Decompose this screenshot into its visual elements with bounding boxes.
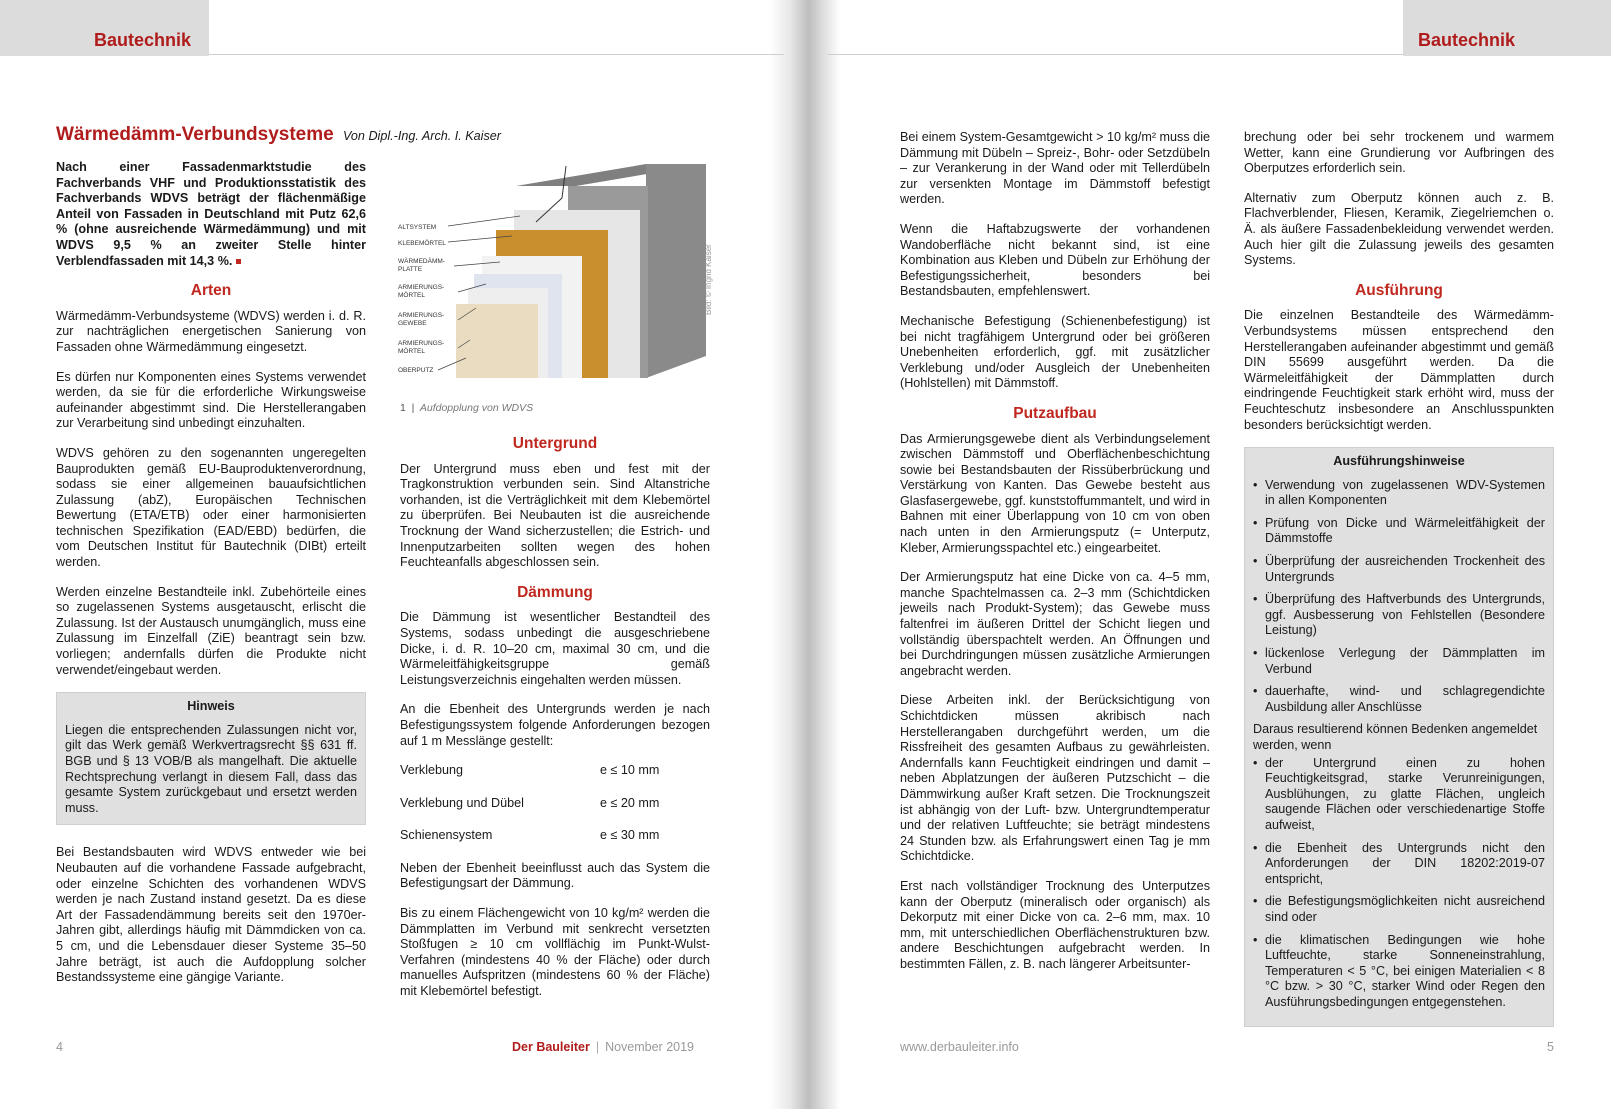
layer-label: GEWEBE	[398, 320, 427, 327]
issue-date: November 2019	[605, 1040, 695, 1054]
paragraph: Bei einem System-Gesamtgewicht > 10 kg/m² muss die Dämmung mit Dübeln – Spreiz-, Bohr- oder Setzdübeln – zur Verankerung in der Wand oder mit Tellerdübeln zur versenkten Montage im Dämmstoff befestigt werden.	[900, 130, 1210, 207]
list-item: • dauerhafte, wind- und schlagregendichte Ausbildung aller Anschlüsse	[1253, 684, 1545, 715]
concerns-list	[1253, 756, 1545, 1011]
concerns-intro: Daraus resultierend können Bedenken angemeldet werden, wenn	[1253, 722, 1538, 752]
image-credit: Bild: © Ingrid Kaiser	[704, 244, 713, 315]
article-title-line	[56, 124, 501, 146]
paragraph: Der Armierungsputz hat eine Dicke von ca. 4–5 mm, manche Spachtelmassen ca. 2–3 mm (Schichtdicken jeweils nach Produkt-System); das Gewebe muss faltenfrei im äußeren Drittel der Schicht liegen und vollständig überspachtelt werden. An Öffnungen und bei Durchdringungen müssen zusätzliche Armierungen angebracht werden.	[900, 570, 1210, 678]
layer-label: MÖRTEL	[398, 292, 425, 299]
layer-label: MÖRTEL	[398, 348, 425, 355]
layer-label: ARMIERUNGS-	[398, 312, 445, 319]
heading-arten: Arten	[190, 282, 232, 300]
heading-ausfuehrung: Ausführung	[1355, 281, 1443, 299]
list-item: • der Untergrund einen zu hohen Feuchtigkeitsgrad, starke Verunreinigungen, Ausblühungen, zu glatte Flächen, ungleich saugende Flächen oder verschiedenartige Stoffe aufweist,	[1253, 756, 1545, 834]
paragraph: Die Dämmung ist wesentlicher Bestandteil des Systems, sodass unbedingt die ausgeschriebene Dicke, i. d. R. 10–20 cm, maximal 30 cm, und die Wärmeleitfähigkeitsgruppe gemäß Leistungsverzeichnis eingehalten werden müssen.	[400, 610, 710, 687]
layer-label: ARMIERUNGS-	[398, 284, 445, 291]
column-2	[400, 434, 710, 1014]
left-section-label: Bautechnik	[94, 30, 192, 50]
layer-label: OBERPUTZ	[398, 367, 434, 374]
footer-separator: |	[595, 1040, 600, 1054]
execution-notes-box	[1244, 447, 1554, 1026]
paragraph: Erst nach vollständiger Trocknung des Unterputzes kann der Oberputz (mineralisch oder organisch) als Dekorputz mit einer Dicke von ca. 2–6 mm, max. 10 mm, mit unterschiedlichen Oberflächenstrukturen bzw. andere Beschichtungen aufgebracht werden. In bestimmten Fällen, z. B. nach längerer Arbeitsunter-	[900, 878, 1210, 971]
paragraph: Alternativ zum Oberputz können auch z. B. Flachverblender, Fliesen, Keramik, Ziegelriemchen o. Ä. als äußere Fassadenbekleidung verwendet werden. Auch hier gilt die Zulassung jeweils des gesamten Systems.	[1244, 190, 1554, 268]
paragraph: Neben der Ebenheit beeinflusst auch das System die Befestigungsart der Dämmung.	[400, 860, 710, 891]
layer-label: ALTSYSTEM	[398, 224, 437, 231]
article-byline: Von Dipl.-Ing. Arch. I. Kaiser	[343, 129, 501, 143]
paragraph: Der Untergrund muss eben und fest mit der Tragkonstruktion verbunden sein. Sind Altanstriche vorhanden, ist die Verträglichkeit mit dem Klebemörtel zu überprüfen. Bei Neubauten ist die ausreichende Trocknung der Wand sicherzustellen; die Estrich- und Innenputzarbeiten sollten wegen des hohen Feuchteanfalls abgeschlossen sein.	[400, 461, 710, 570]
heading-daemmung: Dämmung	[517, 583, 593, 601]
right-page-number: 5	[1547, 1040, 1554, 1054]
left-footer-imprint	[512, 1040, 694, 1054]
list-item: • die klimatischen Bedingungen wie hohe Luftfeuchte, starke Sonneneinstrahlung, Temperaturen < 5 °C, bei einigen Materialien < 8 °C bzw. > 30 °C, starker Wind oder Regen den Ausführungsbedingungen entgegenstehen.	[1253, 933, 1545, 1011]
left-page-number: 4	[56, 1040, 63, 1054]
column-3	[900, 130, 1210, 987]
requirement-row: Verklebung und Dübel e ≤ 20 mm	[400, 795, 660, 810]
layer-label: PLATTE	[398, 266, 423, 273]
column-1	[56, 160, 366, 1000]
list-item: • die Ebenheit des Untergrunds nicht den Anforderungen der DIN 18202:2019-07 entspricht,	[1253, 841, 1545, 888]
article-title: Wärmedämm-Verbundsysteme	[56, 124, 334, 145]
hint-box	[56, 692, 366, 825]
paragraph: brechung oder bei sehr trockenem und warmem Wetter, kann eine Grundierung vor Aufbringen des Oberputzes erforderlich sein.	[1244, 130, 1554, 176]
magazine-name: Der Bauleiter	[512, 1040, 590, 1054]
paragraph: Bei Bestandsbauten wird WDVS entweder wie bei Neubauten auf die vorhandene Fassade aufgebracht, oder einzelne Schichten des vorhandenen WDVS werden je nach Zustand instand gesetzt. Da es diese Art der Fassadendämmung bereits seit den 1970er-Jahren gibt, allerdings häufig mit Dämmdicken von ca. 5 cm, und die Lebensdauer dieser Systeme 35–50 Jahre beträgt, ist auch die Aufdopplung solcher Bestandssysteme eine gängige Variante.	[56, 845, 366, 985]
list-item: • Verwendung von zugelassenen WDV-Systemen in allen Komponenten	[1253, 478, 1545, 509]
right-header-rule	[828, 54, 1403, 55]
figure-caption-text: Aufdopplung von WDVS	[419, 402, 534, 414]
leader	[448, 216, 520, 226]
list-item: • lückenlose Verlegung der Dämmplatten im Verbund	[1253, 646, 1545, 677]
list-item: • die Befestigungsmöglichkeiten nicht ausreichend sind oder	[1253, 894, 1545, 925]
requirement-row: Schienensystem e ≤ 30 mm	[400, 828, 660, 843]
paragraph: An die Ebenheit des Untergrunds werden je nach Befestigungssystem folgende Anforderungen bezogen auf 1 m Messlänge gestellt:	[400, 702, 710, 748]
wdvs-layer-illustration	[396, 158, 726, 388]
wall-side-face	[646, 164, 706, 378]
paragraph: Diese Arbeiten inkl. der Berücksichtigung von Schichtdicken müssen akribisch nach Herstellerangaben durchgeführt werden, um die Rissfreiheit des gesamten Aufbaus zu gewährleisten. Andernfalls kann Feuchtigkeit eindringen und damit – neben Abplatzungen der äußeren Putzschicht – die Dämmwirkung außer Kraft setzen. Die Trocknungszeit ist abhängig von der Luft- bzw. Untergrundtemperatur und der relativen Luftfeuchte; sie beträgt mindestens 24 Stunden bzw. als Erfahrungswert einen Tag je mm Schichtdicke.	[900, 693, 1210, 864]
figure-caption-number: 1	[400, 402, 406, 414]
paragraph: Die einzelnen Bestandteile des Wärmedämm-Verbundsystems müssen entsprechend den Herstellerangaben aufeinander abgestimmt und gemäß DIN 55699 ausgeführt werden. Da die Wärmeleitfähigkeit der Dämmplatten durch eindringende Feuchtigkeit stark erhöht wird, muss der Feuchteschutz insbesondere an Anschlusspunkten besonders berücksichtigt werden.	[1244, 308, 1554, 432]
hint-box-text: Liegen die entsprechenden Zulassungen nicht vor, gilt das Werk gemäß Werkvertragsrecht §§ 631 ff. BGB und § 13 VOB/B als mangelhaft. Die aktuelle Rechtsprechung verlangt in diesem Fall, dass das gesamte System zurückgebaut und ersetzt werden muss.	[65, 722, 357, 815]
end-mark-icon	[236, 259, 241, 264]
heading-untergrund: Untergrund	[512, 435, 598, 452]
article-lead: Nach einer Fassadenmarktstudie des Fachverbands VHF und Produktionsstatistik des Fachverbands WDVS beträgt der flächenmäßige Anteil von Fassaden in Deutschland mit Putz 62,6 % (ohne ausreichende Wärmedämmung) und mit WDVS 9,5 % an zweiter Stelle hinter Verblendfassaden mit 14,3 %.	[56, 160, 366, 268]
execution-notes-title: Ausführungshinweise	[1333, 454, 1465, 469]
list-item: • Überprüfung des Haftverbunds des Untergrunds, ggf. Ausbesserung von Fehlstellen (Besondere Leistung)	[1253, 592, 1545, 639]
spine-gutter	[770, 0, 840, 1109]
column-4	[1244, 130, 1554, 1047]
paragraph: Werden einzelne Bestandteile inkl. Zubehörteile eines so zugelassenen Systems ausgetauscht, erlischt die Zulassung. Ist der Austausch unumgänglich, muss eine Zulassung im Einzelfall (ZiE) beantragt sein bzw. vorliegen; andernfalls dürfen die Produkte nicht verwendet/eingebaut werden.	[56, 584, 366, 677]
website-link[interactable]: www.derbauleiter.info	[900, 1040, 1019, 1054]
hint-box-title: Hinweis	[187, 699, 235, 714]
list-item: • Prüfung von Dicke und Wärmeleitfähigkeit der Dämmstoffe	[1253, 516, 1545, 547]
paragraph: Mechanische Befestigung (Schienenbefestigung) ist bei nicht tragfähigem Untergrund oder bei größeren Unebenheiten erforderlich, ggf. mit zusätzlicher Verklebung und/oder Ausgleich der Unebenheiten (Hohlstellen) mit Dämmstoff.	[900, 313, 1210, 391]
paragraph: Wärmedämm-Verbundsysteme (WDVS) werden i. d. R. zur nachträglichen energetischen Sanierung von Fassaden ohne Wärmedämmung eingesetzt.	[56, 308, 366, 354]
execution-notes-list	[1253, 478, 1545, 716]
figure-caption: 1 | Aufdopplung von WDVS	[400, 402, 534, 414]
layer-label: KLEBEMÖRTEL	[398, 240, 446, 247]
paragraph: Es dürfen nur Komponenten eines Systems verwendet werden, da sie für die erforderliche Wirkungsweise aufeinander abgestimmt sind. Die Herstellerangaben zur Verarbeitung sind unbedingt einzuhalten.	[56, 369, 366, 431]
paragraph: Bis zu einem Flächengewicht von 10 kg/m² werden die Dämmplatten im Verbund mit senkrecht versetzten Stoßfugen ≥ 10 cm vollflächig im Punkt-Wulst-Verfahren (mindestens 40 % der Fläche) oder durch manuelles Aufspritzen (mindestens 60 % der Fläche) mit Klebemörtel befestigt.	[400, 906, 710, 999]
paragraph: Das Armierungsgewebe dient als Verbindungselement zwischen Dämmstoff und Oberflächenbeschichtung sowie bei Bestandsbauten der Rissüberbrückung und Verstärkung von Kanten. Das Gewebe besteht aus Glasfasergewebe, ggf. kunststoffummantelt, und wird in Bahnen mit einer Überlappung von 10 cm von oben nach unten in den Armierungsputz (= Unterputz, Kleber, Armierungsspachtel etc.) eingearbeitet.	[900, 431, 1210, 555]
left-header-rule	[209, 54, 784, 55]
paragraph: WDVS gehören zu den sogenannten ungeregelten Bauprodukten gemäß EU-Bauproduktenverordnung, sodass sie einer allgemeinen bauaufsichtlichen Zulassung (abZ), Europäischen Technischen Bewertung (ETA/ETB) oder einer harmonisierten technischen Spezifikation (EAD/EBD) bedürfen, die vom Deutschen Institut für Bautechnik (DIBt) erteilt werden.	[56, 445, 366, 570]
layer-label: ARMIERUNGS-	[398, 340, 445, 347]
paragraph: Wenn die Haftabzugswerte der vorhandenen Wandoberfläche nicht bekannt sind, ist eine Kombination aus Kleben und Dübeln zur Erhöhung der Befestigungssicherheit, besonders bei Bestandsbauten, empfehlenswert.	[900, 221, 1210, 299]
list-item: • Überprüfung der ausreichenden Trockenheit des Untergrunds	[1253, 554, 1545, 585]
requirement-row: Verklebung e ≤ 10 mm	[400, 763, 660, 778]
right-section-label: Bautechnik	[1418, 30, 1516, 50]
heading-putzaufbau: Putzaufbau	[1013, 404, 1097, 422]
layer-label: WÄRMEDÄMM-	[398, 258, 445, 265]
